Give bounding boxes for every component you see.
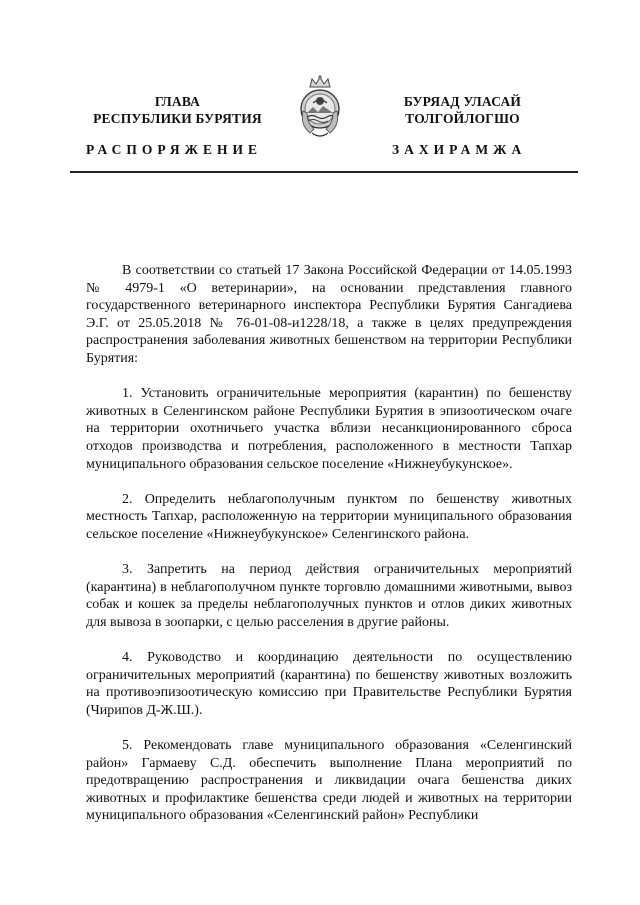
clause-1: 1. Установить ограничительные мероприятия (карантин) по бешенству животных в Селенгинском районе Республики Бурятия в эпизоотическом очаге на территории охотничьего участка вблизи несанкционированного сброса отходов производства и потребления, расположенного в местности Тапхар муниципального образования сельское поселение «Нижнеубукунское».	[86, 386, 572, 472]
coat-of-arms-icon	[296, 73, 344, 141]
clause-4: 4. Руководство и координацию деятельности по осуществлению ограничительных мероприятий (карантина) по бешенству животных возложить на противоэпизоотическую комиссию при Правительстве Республики Бурятия (Чирипов Д-Ж.Ш.).	[86, 650, 572, 718]
clause-5: 5. Рекомендовать главе муниципального образования «Селенгинский район» Гармаеву С.Д. обеспечить выполнение Плана мероприятий по предотвращению распространения и ликвидации очага бешенства диких животных и профилактике бешенства среди людей и животных на территории муниципального образования «Селенгинский район» Республики	[86, 738, 572, 824]
document-type-russian: РАСПОРЯЖЕНИЕ	[86, 142, 263, 157]
document-body	[86, 262, 572, 843]
issuer-russian	[70, 93, 285, 127]
preamble-paragraph: В соответствии со статьей 17 Закона Российской Федерации от 14.05.1993 № 4979-1 «О ветеринарии», на основании представления главного государственного ветеринарного инспектора Республики Бурятия Сангадиева Э.Г. от 25.05.2018 № 76-01-08-и1228/18, а также в целях предупреждения распространения заболевания животных бешенством на территории Республики Бурятия:	[86, 263, 572, 366]
issuer-title-line2: РЕСПУБЛИКИ БУРЯТИЯ	[93, 111, 262, 126]
issuer-title-line1: ГЛАВА	[154, 94, 201, 109]
clause-2: 2. Определить неблагополучным пунктом по бешенству животных местность Тапхар, расположенную на территории муниципального образования сельское поселение «Нижнеубукунское» Селенгинского района.	[86, 491, 572, 542]
document-header	[0, 0, 640, 175]
document-type-buryat: ЗАХИРАМЖА	[392, 142, 527, 157]
clause-3: 3. Запретить на период действия ограничительных мероприятий (карантина) в неблагополучном пункте торговлю домашними животными, вывоз собак и кошек за пределы неблагополучных пунктов и отлов диких животных для вывоза в зоопарки, с целью расселения в другие районы.	[86, 562, 572, 630]
header-divider	[70, 171, 578, 173]
issuer-buryat-line1: БУРЯАД УЛАСАЙ	[403, 94, 522, 109]
issuer-buryat-line2: ТОЛГОЙЛОГШО	[405, 111, 520, 126]
issuer-buryat	[355, 93, 570, 127]
